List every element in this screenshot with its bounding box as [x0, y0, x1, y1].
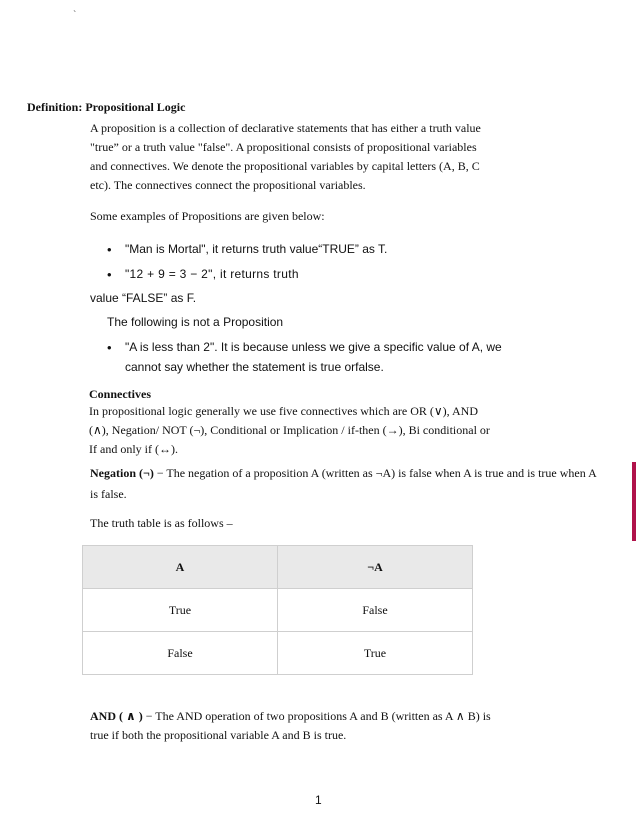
not-proposition-heading: The following is not a Proposition	[107, 315, 284, 329]
negation-text: − The negation of a proposition A (written as ¬A) is false when A is true and is true when A	[153, 466, 597, 480]
example-2-continuation: value “FALSE” as F.	[90, 291, 197, 305]
and-paragraph	[90, 707, 520, 745]
negation-paragraph	[90, 463, 625, 505]
table-cell: True	[278, 632, 473, 675]
and-text: − The AND operation of two propositions A and B (written as A ∧ B) is	[142, 709, 491, 723]
connectives-heading: Connectives	[89, 387, 151, 401]
connectives-paragraph	[89, 402, 519, 459]
bullet-2: •	[107, 267, 112, 282]
example-1: "Man is Mortal", it returns truth value“TRUE” as T.	[125, 242, 388, 256]
and-text-continuation: true if both the propositional variable A and B is true.	[90, 728, 347, 742]
truth-table-intro: The truth table is as follows –	[90, 516, 233, 530]
table-cell: False	[83, 632, 278, 675]
definition-title: Definition: Propositional Logic	[27, 100, 186, 114]
connectives-line-1: In propositional logic generally we use five connectives which are OR (∨), AND	[89, 404, 479, 418]
table-cell: False	[278, 589, 473, 632]
intro-line-1: A proposition is a collection of declarative statements that has either a truth value	[90, 121, 481, 135]
margin-marker	[632, 462, 636, 541]
example-2: "12 + 9 = 3 − 2", it returns truth	[125, 267, 299, 281]
table-row	[83, 589, 473, 632]
example-3-line-2: cannot say whether the statement is true orfalse.	[125, 360, 384, 374]
connectives-line-3: If and only if (↔).	[89, 442, 178, 456]
table-header-cell: A	[83, 546, 278, 589]
negation-text-continuation: is false.	[90, 487, 127, 501]
stray-tick-mark: `	[73, 10, 77, 21]
page-number: 1	[315, 793, 322, 807]
negation-term: Negation (¬)	[90, 466, 154, 480]
examples-intro: Some examples of Propositions are given below:	[90, 209, 325, 223]
connectives-line-2: (∧), Negation/ NOT (¬), Conditional or Implication / if-then (→), Bi conditional or	[89, 423, 490, 437]
table-header-row	[83, 546, 473, 589]
bullet-3: •	[107, 340, 112, 355]
table-cell: True	[83, 589, 278, 632]
bullet-1: •	[107, 242, 112, 257]
and-term: AND ( ∧ )	[90, 709, 143, 723]
example-3-line-1: "A is less than 2". It is because unless we give a specific value of A, we	[125, 340, 502, 354]
table-row	[83, 632, 473, 675]
truth-table	[82, 545, 473, 675]
intro-line-3: and connectives. We denote the propositional variables by capital letters (A, B, C	[90, 159, 480, 173]
intro-line-4: etc). The connectives connect the propositional variables.	[90, 178, 366, 192]
table-header-cell: ¬A	[278, 546, 473, 589]
intro-paragraph	[90, 119, 515, 195]
intro-line-2: "true” or a truth value "false". A propositional consists of propositional variables	[90, 140, 477, 154]
